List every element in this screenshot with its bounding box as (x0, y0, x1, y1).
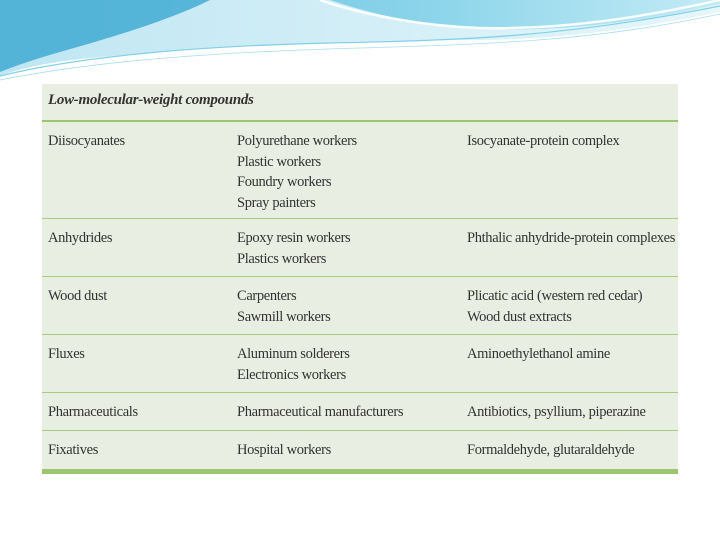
workers-cell: Carpenters Sawmill workers (237, 288, 331, 325)
agent-cell: Fixatives (48, 442, 99, 458)
antigen-cell: Aminoethylethanol amine (467, 346, 610, 362)
agent-cell: Pharmaceuticals (48, 404, 138, 420)
antigen-cell: Plicatic acid (western red cedar) Wood dust extracts (467, 288, 643, 325)
section-title: Low-molecular-weight compounds (48, 92, 254, 108)
table-row (42, 277, 678, 335)
antigen-cell: Antibiotics, psyllium, piperazine (467, 404, 646, 420)
table-row (42, 122, 678, 219)
table-row (42, 335, 678, 393)
agent-cell: Wood dust (48, 288, 107, 304)
antigen-cell: Formaldehyde, glutaraldehyde (467, 442, 635, 458)
workers-cell: Aluminum solderers Electronics workers (237, 346, 350, 383)
agent-cell: Fluxes (48, 346, 85, 362)
table-row (42, 393, 678, 431)
workers-cell: Hospital workers (237, 442, 331, 458)
table-row (42, 219, 678, 277)
header-swoosh-decoration (0, 0, 720, 90)
table-row (42, 431, 678, 469)
agent-cell: Anhydrides (48, 230, 113, 246)
occupational-asthma-table (42, 84, 678, 474)
agent-cell: Diisocyanates (48, 133, 125, 149)
antigen-cell: Phthalic anhydride-protein complexes (467, 230, 676, 246)
workers-cell: Epoxy resin workers Plastics workers (237, 230, 351, 267)
workers-cell: Pharmaceutical manufacturers (237, 404, 404, 420)
antigen-cell: Isocyanate-protein complex (467, 133, 620, 149)
workers-cell: Polyurethane workers Plastic workers Foundry workers Spray painters (237, 133, 357, 211)
